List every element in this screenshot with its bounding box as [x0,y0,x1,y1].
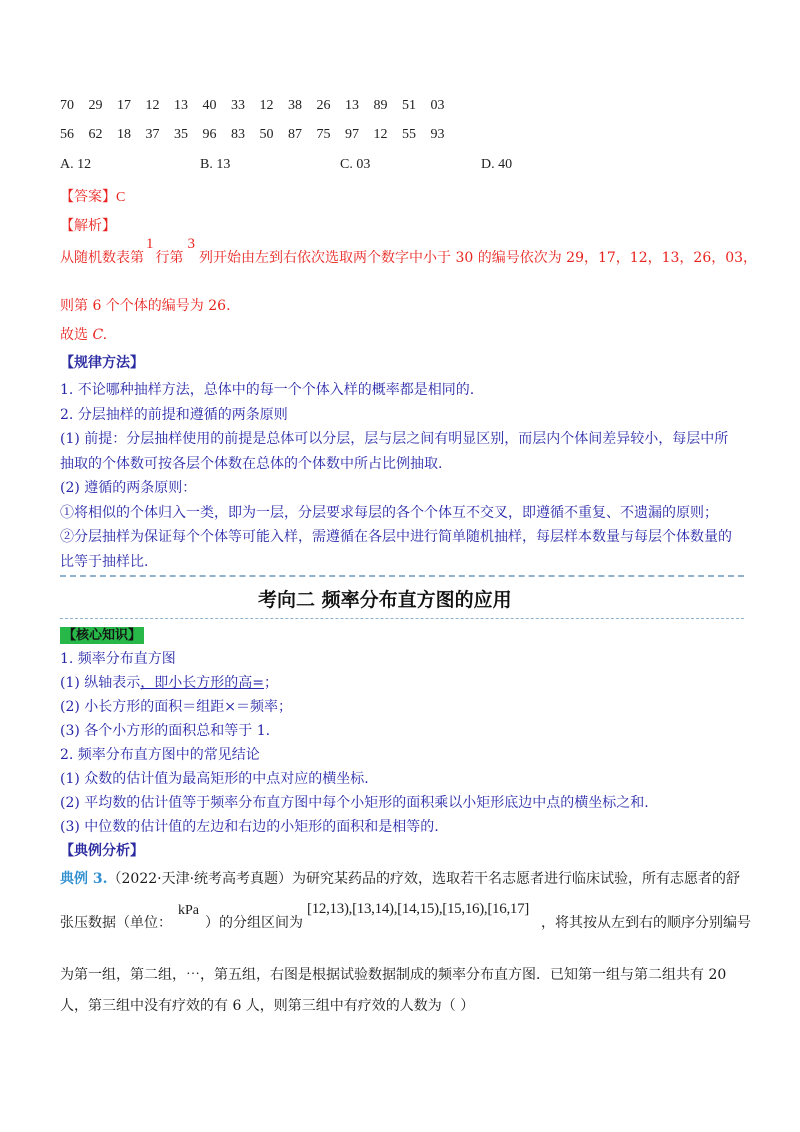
table-cell: 62 [88,127,103,142]
table-cell: 89 [373,98,388,113]
analysis-line-2: 则第 6 个个体的编号为 26. [60,298,231,314]
example-text-1: （2022·天津·统考高考真题）为研究某药品的疗效，选取若干名志愿者进行临床试验，所有志愿者的舒 [107,871,741,887]
table-cell: 12 [373,127,388,142]
analysis-tag: 【解析】 [60,218,116,234]
table-cell: 70 [60,98,74,113]
table-cell: 17 [117,98,131,113]
method-line-4: 抽取的个体数可按各层个体数在总体的个体数中所占比例抽取. [60,456,443,472]
core-line-6: (1) 众数的估计值为最高矩形的中点对应的横坐标. [60,771,369,787]
table-cell: 13 [174,98,188,113]
method-line-1: 1. 不论哪种抽样方法，总体中的每一个个体入样的概率都是相同的. [60,382,475,398]
table-cell: 29 [88,98,103,113]
method-line-6: ①将相似的个体归入一类，即为一层，分层要求每层的各个个体互不交叉，即遵循不重复、不遗漏的原则； [60,505,718,521]
core-line-4: (3) 各个小方形的面积总和等于 1. [60,723,271,739]
method-line-7: ②分层抽样为保证每个个体等可能入样，需遵循在各层中进行简单随机抽样，每层样本数量与每层个体数量的 [60,529,732,545]
example-text-2a: 张压数据（单位： [60,915,172,931]
table-cell: 50 [259,127,274,142]
core-line-2b: ，即小长方形的高= [140,675,265,691]
table-cell: 55 [402,127,416,142]
example-line-4: 人，第三组中没有疗效的有 6 人，则第三组中有疗效的人数为（ ） [60,998,475,1014]
method-line-8: 比等于抽样比. [60,554,149,570]
answer-tag: 【答案】 [60,189,116,205]
core-line-2 [60,672,278,692]
divider-top [60,575,744,577]
table-cell: 93 [430,127,445,142]
table-cell: 37 [145,127,160,142]
table-cell: 03 [430,98,445,113]
conclusion-choice: C. [92,327,108,343]
example-label: 典例 3. [60,871,108,887]
table-cell: 96 [202,127,217,142]
table-cell: 83 [231,127,245,142]
analysis-text-b: 行第 [155,250,184,266]
core-line-2a: (1) 纵轴表示 [60,675,141,691]
core-line-8: (3) 中位数的估计值的左边和右边的小矩形的面积和是相等的. [60,819,439,835]
table-cell: 18 [117,127,131,142]
example-text-2b: ）的分组区间为 [205,915,303,931]
option-a: A. 12 [60,157,92,172]
option-c: C. 03 [340,157,371,172]
option-b: B. 13 [200,157,231,172]
row-number: 1 [146,236,154,252]
table-cell: 35 [174,127,188,142]
table-cell: 26 [316,98,331,113]
analysis-line-1 [60,236,758,287]
method-line-3: (1) 前提：分层抽样使用的前提是总体可以分层，层与层之间有明显区别，而层内个体间差异较小，每层中所 [60,431,729,447]
example-line-1 [60,868,740,888]
core-line-7: (2) 平均数的估计值等于频率分布直方图中每个小矩形的面积乘以小矩形底边中点的横坐标之和. [60,795,649,811]
core-line-5: 2. 频率分布直方图中的常见结论 [60,747,260,763]
table-cell: 75 [316,127,331,142]
table-cell: 12 [259,98,274,113]
table-cell: 51 [402,98,416,113]
analysis-text-c: 列开始由左到右依次选取两个数字中小于 30 的编号依次为 29，17，12，13，26，03， [199,250,758,266]
analysis-text-a: 从随机数表第 [60,250,144,266]
core-line-2c: ； [264,675,279,691]
core-line-1: 1. 频率分布直方图 [60,651,176,667]
example-line-3: 为第一组，第二组，⋯，第五组，右图是根据试验数据制成的频率分布直方图．已知第一组与第二组共有 20 [60,967,727,983]
conclusion-text: 故选 [60,327,93,343]
section-title: 考向二 频率分布直方图的应用 [258,589,512,611]
table-cell: 56 [60,127,74,142]
interval-list: [12,13),[13,14),[14,15),[15,16),[16,17] [307,901,530,917]
analysis-conclusion [60,324,107,344]
table-cell: 40 [202,98,217,113]
core-tag-wrap [60,624,144,643]
random-table-row-1 [60,98,459,114]
table-cell: 38 [288,98,302,113]
unit-kpa: kPa [178,903,199,918]
divider-bottom [60,618,744,619]
table-cell: 13 [345,98,359,113]
example-line-2 [60,901,752,942]
column-number: 3 [187,236,195,252]
table-cell: 12 [145,98,160,113]
example-tag: 【典例分析】 [60,843,144,859]
table-cell: 97 [345,127,359,142]
core-line-3: (2) 小长方形的面积＝组距×＝频率； [60,699,293,715]
table-cell: 87 [288,127,302,142]
method-line-5: (2) 遵循的两条原则： [60,480,197,496]
option-d: D. 40 [481,157,513,172]
core-tag: 【核心知识】 [60,627,144,644]
method-line-2: 2. 分层抽样的前提和遵循的两条原则 [60,407,288,423]
method-tag: 【规律方法】 [60,355,144,371]
answer-line [60,186,125,206]
random-table-row-2 [60,127,459,143]
answer-value: C [116,190,126,205]
example-text-2c: ，将其按从左到右的顺序分别编号 [541,915,752,931]
table-cell: 33 [231,98,245,113]
